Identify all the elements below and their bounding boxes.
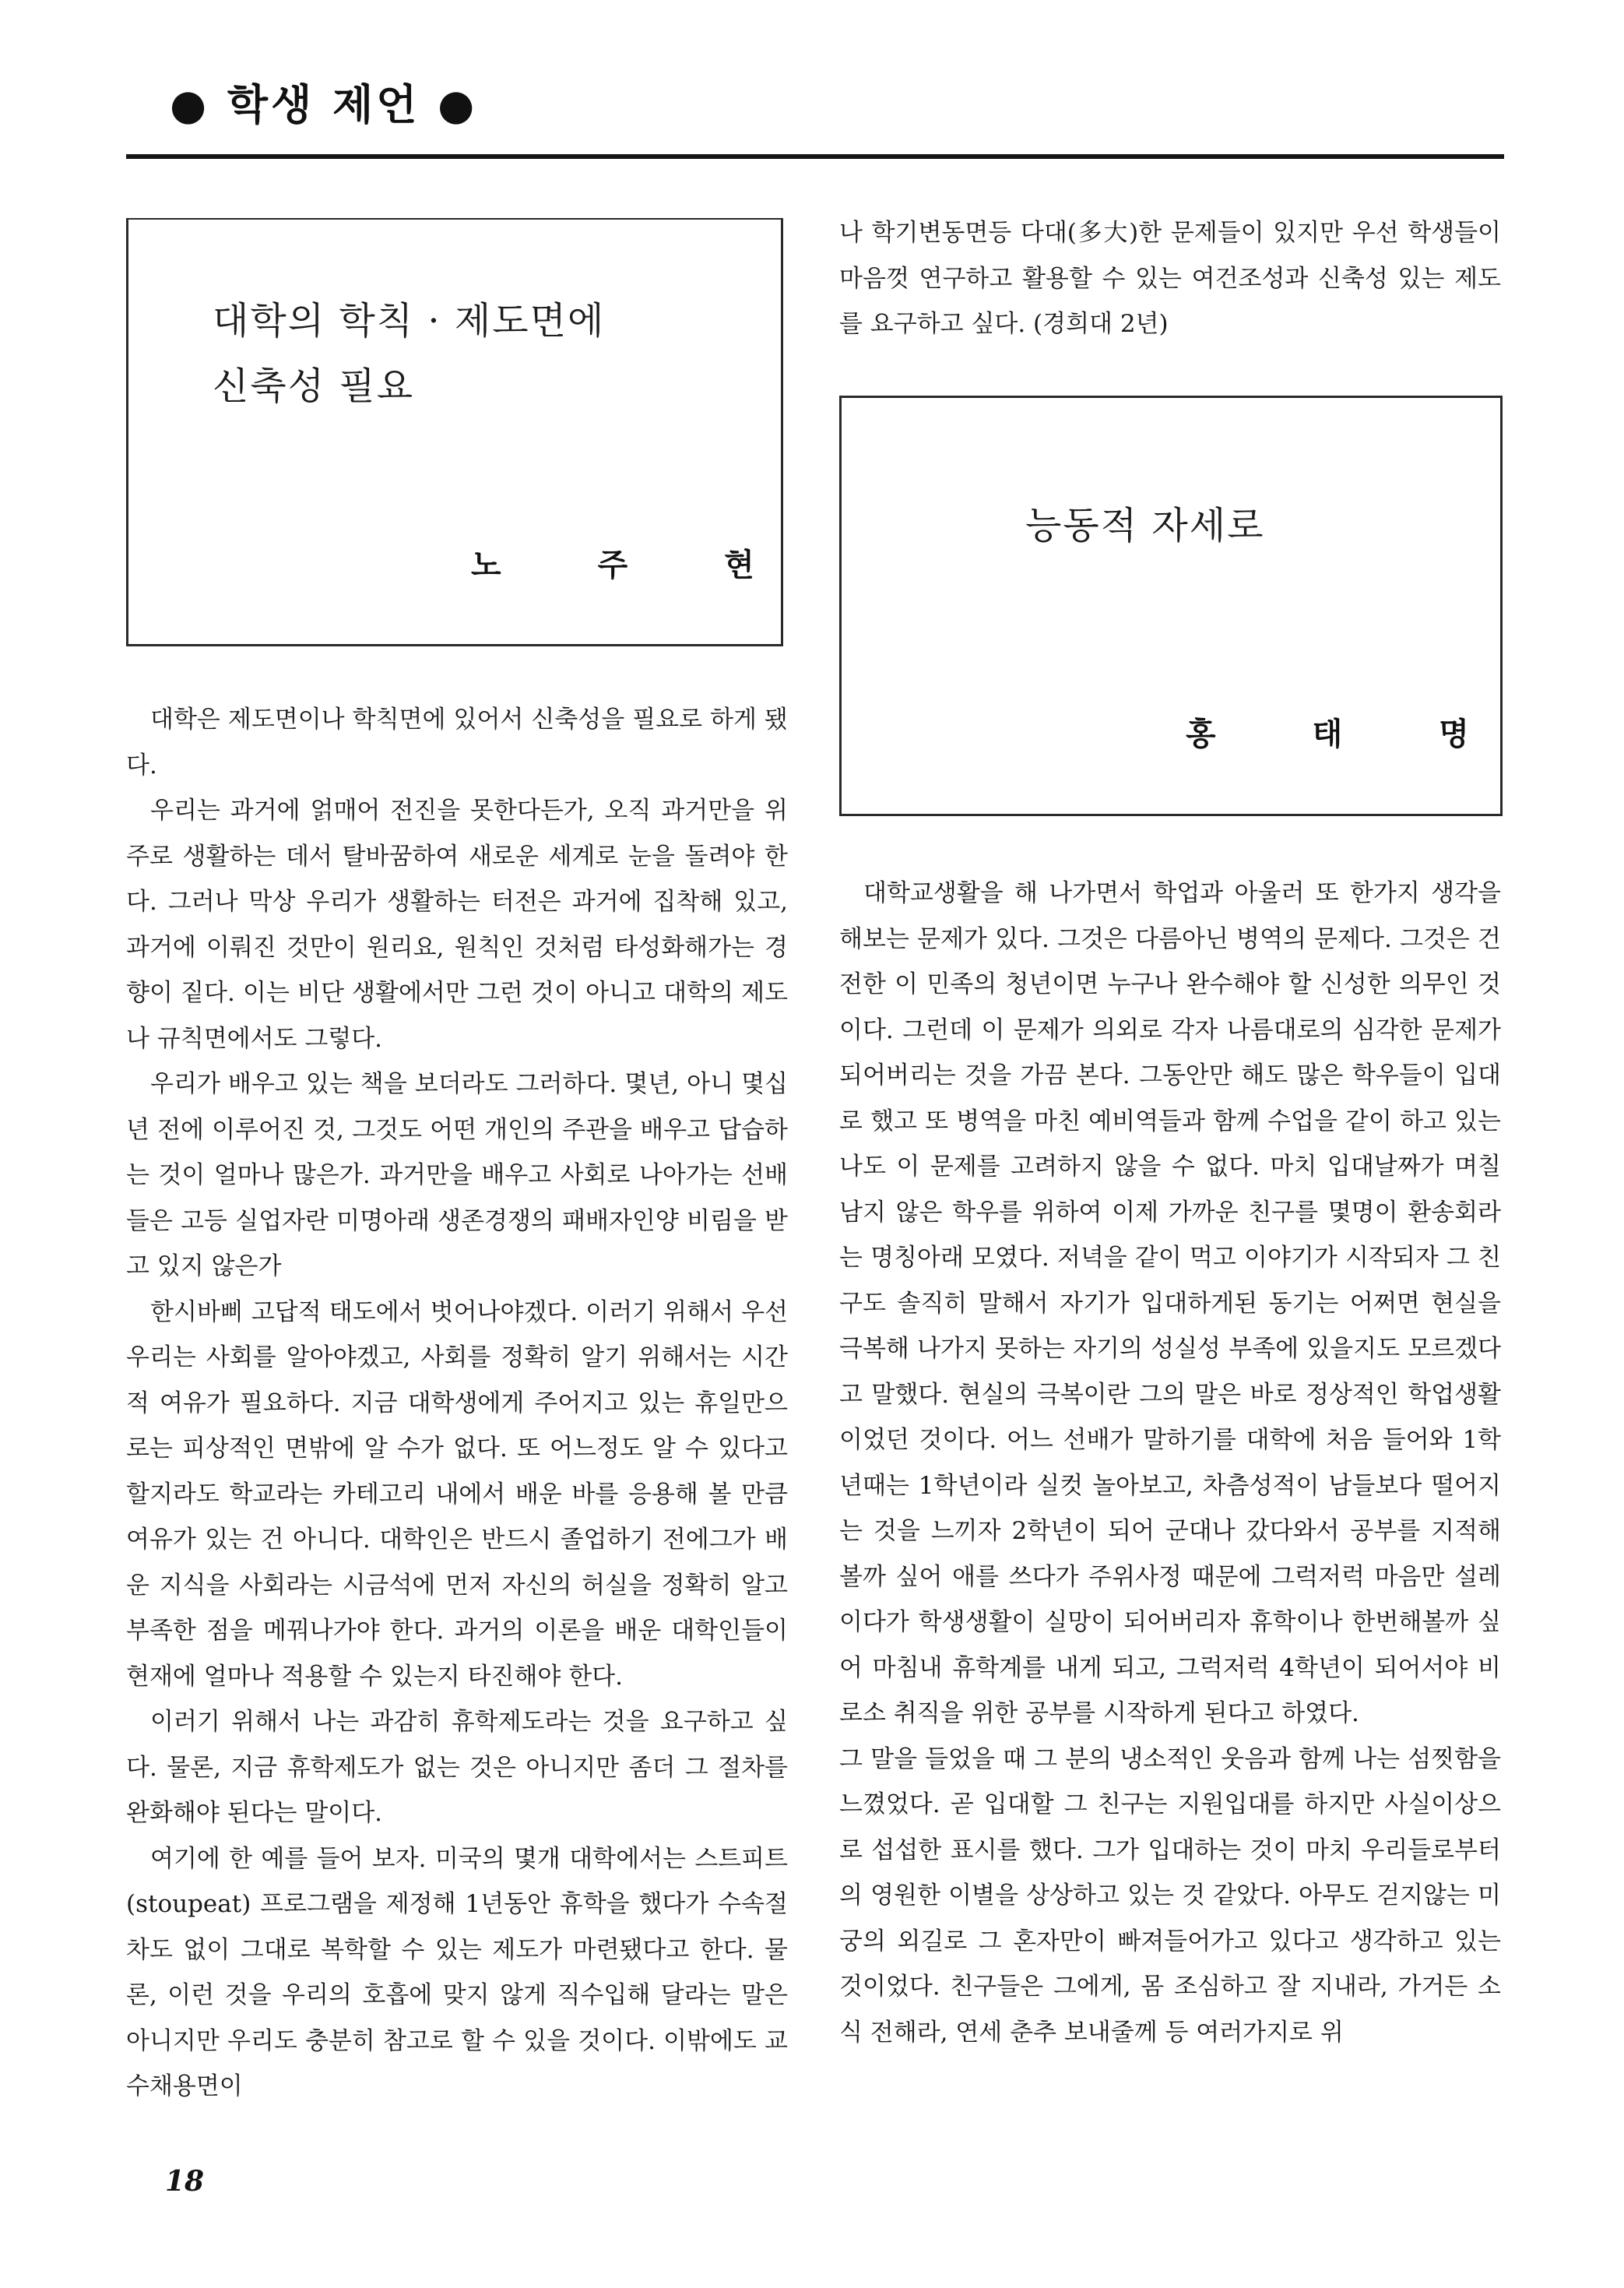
article1-paragraph: 한시바삐 고답적 태도에서 벗어나야겠다. 이러기 위해서 우선 우리는 사회를 알아야겠고, 사회를 정확히 알기 위해서는 시간적 여유가 필요하다. 지금 대학생에게 주어지고 있는 휴일만으로는 피상적인 면밖에 알 수가 없다. 또 어느정도 알 수 있다고 할지라도 학교라는 카테고리 내에서 배운 바를 응용해 볼 만큼 여유가 있는 건 아니다. 대학인은 반드시 졸업하기 전에그가 배운 지식을 사회라는 시금석에 먼저 자신의 허실을 정확히 알고 부족한 점을 메꿔나가야 한다. 과거의 이론을 배운 대학인들이 현재에 얼마나 적용할 수 있는지 타진해야 한다. xyxy=(126,1297,788,1691)
article1-author: 노 주 현 xyxy=(471,547,754,583)
article1-body xyxy=(126,697,788,2110)
article2-title: 능동적 자세로 xyxy=(1025,504,1265,547)
article1-paragraph: 이러기 위해서 나는 과감히 휴학제도라는 것을 요구하고 싶다. 물론, 지금 휴학제도가 없는 것은 아니지만 좀더 그 절차를 완화해야 된다는 말이다. xyxy=(126,1708,788,1827)
article1-paragraph: 우리가 배우고 있는 책을 보더라도 그러하다. 몇년, 아니 몇십년 전에 이루어진 것, 그것도 어떤 개인의 주관을 배우고 답습하는 것이 얼마나 많은가. 과거만을 배우고 사회로 나아가는 선배들은 고등 실업자란 미명아래 생존경쟁의 패배자인양 비림을 받고 있지 않은가 xyxy=(126,1070,788,1280)
article1-title-line1: 대학의 학칙 · 제도면에 xyxy=(213,299,606,343)
article2-paragraph: 그 말을 들었을 때 그 분의 냉소적인 웃음과 함께 나는 섬찟함을 느꼈었다. 곧 입대할 그 친구는 지원입대를 하지만 사실이상으로 섭섭한 표시를 했다. 그가 입대하는 것이 마치 우리들로부터의 영원한 이별을 상상하고 있는 것 같았다. 아무도 걷지않는 미궁의 외길로 그 혼자만이 빠져들어가고 있다고 생각하고 있는 것이었다. 친구들은 그에게, 몸 조심하고 잘 지내라, 가거든 소식 전해라, 연세 춘추 보내줄께 등 여러가지로 위 xyxy=(839,1744,1501,2047)
page-number: 18 xyxy=(165,2165,205,2198)
article2-paragraph: 대학교생활을 해 나가면서 학업과 아울러 또 한가지 생각을 해보는 문제가 있다. 그것은 다름아닌 병역의 문제다. 그것은 건전한 이 민족의 청년이면 누구나 완수해야 할 신성한 의무인 것이다. 그런데 이 문제가 의외로 각자 나름대로의 심각한 문제가 되어버리는 것을 가끔 본다. 그동안만 해도 많은 학우들이 입대로 했고 또 병역을 마친 예비역들과 함께 수업을 같이 하고 있는 나도 이 문제를 고려하지 않을 수 없다. 마치 입대날짜가 며칠 남지 않은 학우를 위하여 이제 가까운 친구를 몇명이 환송회라는 명칭아래 모였다. 저녁을 같이 먹고 이야기가 시작되자 그 친구도 솔직히 말해서 자기가 입대하게된 동기는 어쩌면 현실을 극복해 나가지 못하는 자기의 성실성 부족에 있을지도 모르겠다고 말했다. 현실의 극복이란 그의 말은 바로 정상적인 학업생활이었던 것이다. 어느 선배가 말하기를 대학에 처음 들어와 1학년때는 1학년이라 실컷 놀아보고, 차츰성적이 남들보다 떨어지는 것을 느끼자 2학년이 되어 군대나 갔다와서 공부를 지적해 볼까 싶어 애를 쓰다가 주위사정 때문에 그럭저럭 마음만 설레이다가 학생생활이 실망이 되어버리자 휴학이나 한번해볼까 싶어 마침내 휴학계를 내게 되고, 그럭저럭 4학년이 되어서야 비로소 취직을 위한 공부를 시작하게 된다고 하였다. xyxy=(839,879,1501,1727)
article1-continuation xyxy=(839,210,1501,347)
article1-paragraph: 여기에 한 예를 들어 보자. 미국의 몇개 대학에서는 스트피트(stoupeat) 프로그램을 제정해 1년동안 휴학을 했다가 수속절차도 없이 그대로 복학할 수 있는 제도가 마련됐다고 한다. 물론, 이런 것을 우리의 호흡에 맞지 않게 직수입해 달라는 말은 아니지만 우리도 충분히 참고로 할 수 있을 것이다. 이밖에도 교수채용면이 xyxy=(126,1844,788,2100)
article1-title-box xyxy=(126,218,783,646)
article1-paragraph: 우리는 과거에 얽매어 전진을 못한다든가, 오직 과거만을 위주로 생활하는 데서 탈바꿈하여 새로운 세계로 눈을 돌려야 한다. 그러나 막상 우리가 생활하는 터전은 과거에 집착해 있고, 과거에 이뤄진 것만이 원리요, 원칙인 것처럼 타성화해가는 경향이 짙다. 이는 비단 생활에서만 그런 것이 아니고 대학의 제도나 규칙면에서도 그렇다. xyxy=(126,797,788,1053)
article1-paragraph: 대학은 제도면이나 학칙면에 있어서 신축성을 필요로 하게 됐다. xyxy=(126,706,788,780)
article1-continuation-text: 나 학기변동면등 다대(多大)한 문제들이 있지만 우선 학생들이 마음껏 연구하고 활용할 수 있는 여건조성과 신축성 있는 제도를 요구하고 싶다. (경희대 2년) xyxy=(839,219,1501,338)
article2-author: 홍 태 명 xyxy=(1186,716,1469,752)
article1-title-line2: 신축성 필요 xyxy=(213,364,415,408)
article2-title-box xyxy=(839,396,1503,816)
section-title: ● 학생 제언 ● xyxy=(170,80,478,129)
article2-body xyxy=(839,871,1501,2055)
header-rule xyxy=(126,154,1504,159)
